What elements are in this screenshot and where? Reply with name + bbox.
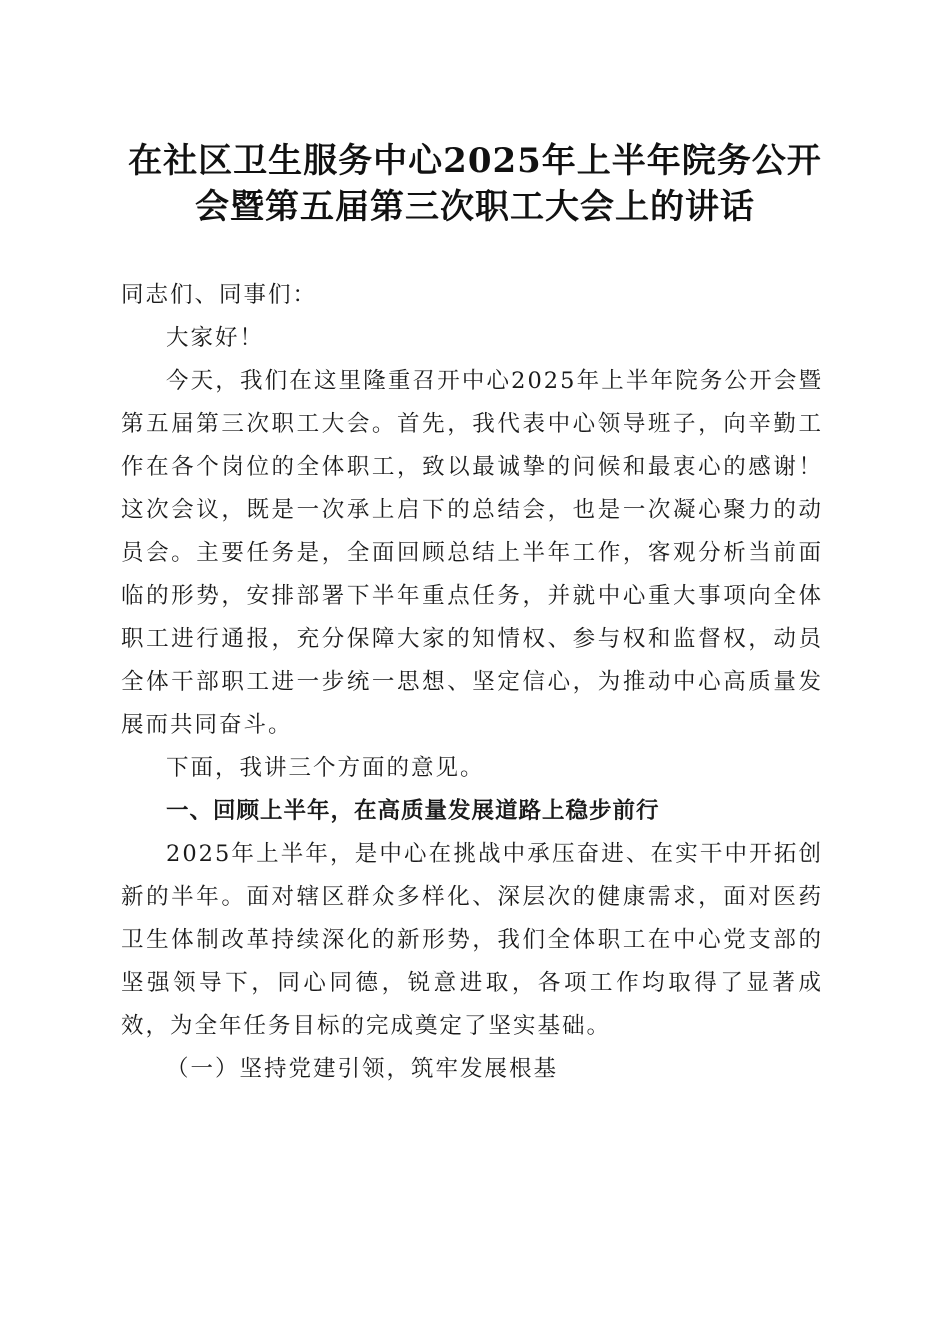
greeting: 大家好！	[166, 325, 265, 351]
subsection-heading-1: （一）坚持党建引领，筑牢发展根基	[166, 1056, 559, 1082]
document-body	[121, 274, 823, 1091]
document-title-line-2: 会暨第五届第三次职工大会上的讲话	[195, 187, 755, 227]
document-title-line-1: 在社区卫生服务中心2025年上半年院务公开	[128, 141, 822, 181]
paragraph-opening: 今天，我们在这里隆重召开中心2025年上半年院务公开会暨第五届第三次职工大会。首先，我代表中心领导班子，向辛勤工作在各个岗位的全体职工，致以最诚挚的问候和最衷心的感谢！这次会议，既是一次承上启下的总结会，也是一次凝心聚力的动员会。主要任务是，全面回顾总结上半年工作，客观分析当前面临的形势，安排部署下半年重点任务，并就中心重大事项向全体职工进行通报，充分保障大家的知情权、参与权和监督权，动员全体干部职工进一步统一思想、坚定信心，为推动中心高质量发展而共同奋斗。	[121, 368, 823, 738]
paragraph-review: 2025年上半年，是中心在挑战中承压奋进、在实干中开拓创新的半年。面对辖区群众多样化、深层次的健康需求，面对医药卫生体制改革持续深化的新形势，我们全体职工在中心党支部的坚强领导下，同心同德，锐意进取，各项工作均取得了显著成效，为全年任务目标的完成奠定了坚实基础。	[121, 841, 823, 1039]
section-heading-1: 一、回顾上半年，在高质量发展道路上稳步前行	[166, 798, 660, 824]
salutation: 同志们、同事们：	[121, 282, 318, 308]
paragraph-outline: 下面，我讲三个方面的意见。	[166, 755, 485, 781]
